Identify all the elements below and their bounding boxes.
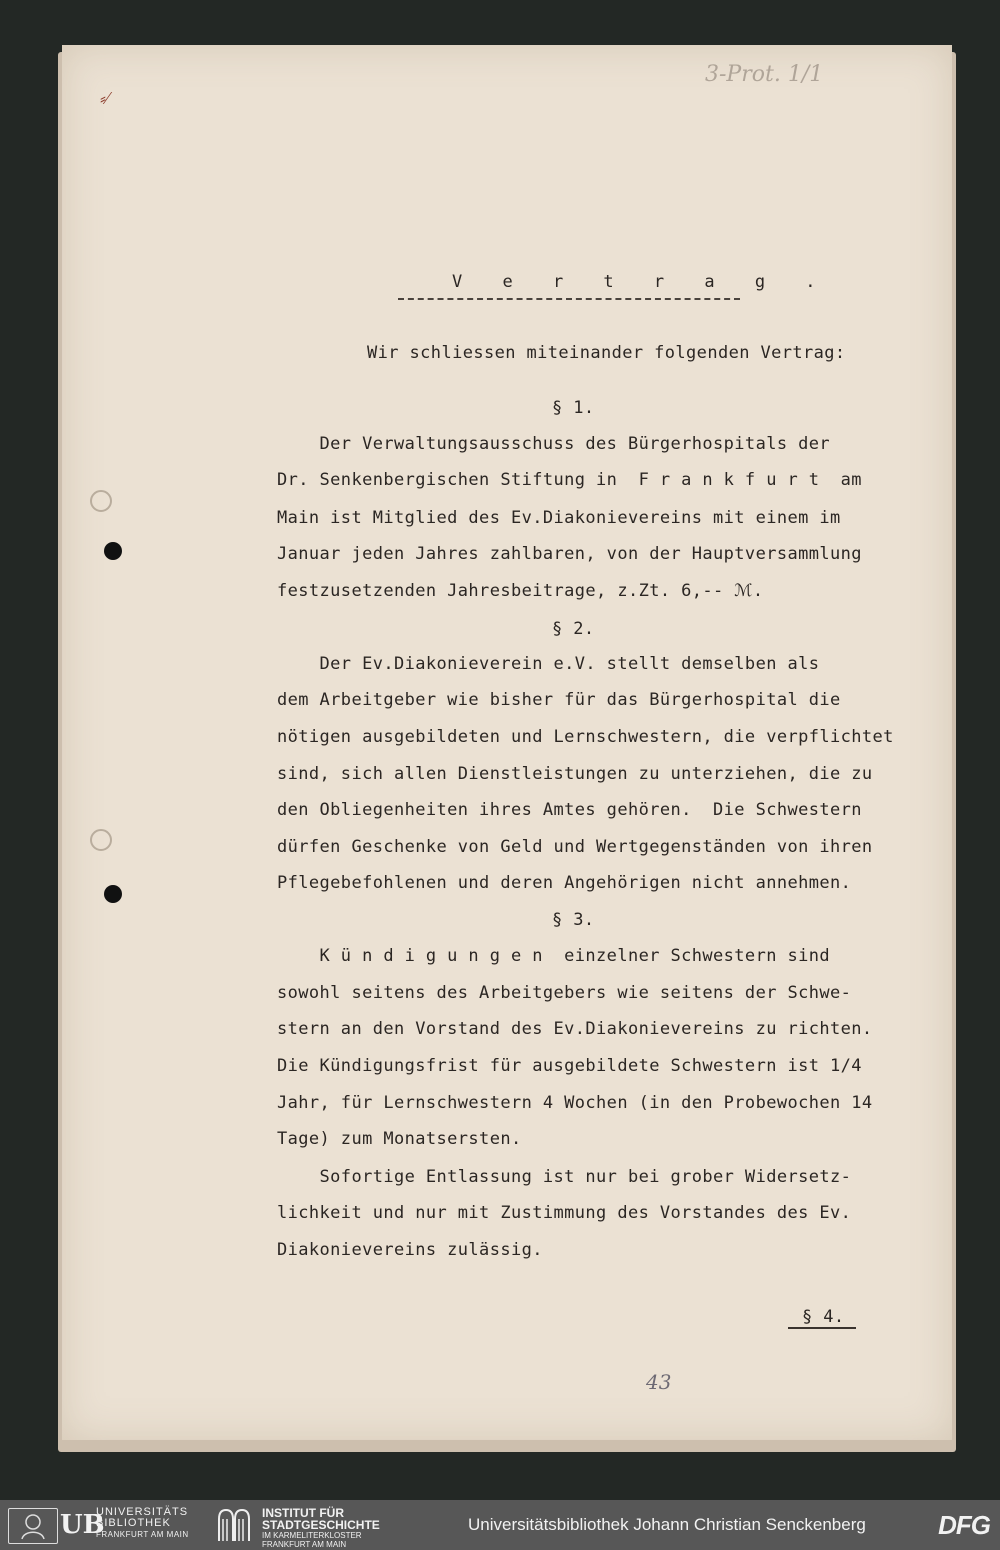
text-line: sowohl seitens des Arbeitgebers wie seitens der Schwe- <box>277 983 852 1003</box>
footer-bar <box>0 1500 1000 1550</box>
punch-hole-faint <box>90 490 112 512</box>
section-heading: § 2. <box>552 619 595 639</box>
text-line: dem Arbeitgeber wie bisher für das Bürgerhospital die <box>277 690 841 710</box>
text-line: Die Kündigungsfrist für ausgebildete Schwestern ist 1/4 <box>277 1056 862 1076</box>
text-line: lichkeit und nur mit Zustimmung des Vorstandes des Ev. <box>277 1203 852 1223</box>
institute-name-line3: IM KARMELITERKLOSTER <box>262 1531 362 1540</box>
ub-name-line3: FRANKFURT AM MAIN <box>96 1530 189 1539</box>
title-underline <box>398 298 740 300</box>
text-line: festzusetzenden Jahresbeitrage, z.Zt. 6,-- ℳ. <box>277 581 764 601</box>
red-mark-icon: ⸗⁄ <box>100 88 109 109</box>
institute-name[interactable] <box>262 1507 380 1549</box>
text-line: Der Verwaltungsausschuss des Bürgerhospitals der <box>277 434 831 454</box>
institute-name-line2: STADTGESCHICHTE <box>262 1518 380 1532</box>
section-heading: § 1. <box>552 398 595 418</box>
ub-name-line2: BIBLIOTHEK <box>96 1517 171 1529</box>
page-number: 43 <box>646 1370 672 1394</box>
text-line: Jahr, für Lernschwestern 4 Wochen (in den Probewochen 14 <box>277 1093 873 1113</box>
institute-name-line4: FRANKFURT AM MAIN <box>262 1540 347 1549</box>
section-heading: § 3. <box>552 910 595 930</box>
intro-text: Wir schliessen miteinander folgenden Vertrag: <box>367 343 846 363</box>
text-line: Tage) zum Monatsersten. <box>277 1129 522 1149</box>
pencil-note: 3-Prot. 1/1 <box>705 62 824 87</box>
text-line: Pflegebefohlenen und deren Angehörigen nicht annehmen. <box>277 873 852 893</box>
punch-hole <box>104 542 122 560</box>
text-line: Diakonievereins zulässig. <box>277 1240 543 1260</box>
text-line: K ü n d i g u n g e n einzelner Schwestern sind <box>277 946 831 966</box>
portrait-icon <box>18 1512 48 1540</box>
punch-hole-faint <box>90 829 112 851</box>
ub-portrait-logo-icon[interactable] <box>8 1508 58 1544</box>
ub-logo-text: UB <box>60 1510 105 1540</box>
text-line: stern an den Vorstand des Ev.Diakonievereins zu richten. <box>277 1019 873 1039</box>
document-title: V e r t r a g . <box>452 272 831 292</box>
text-line: Dr. Senkenbergischen Stiftung in F r a n k f u r t am <box>277 470 862 490</box>
library-name[interactable]: Universitätsbibliothek Johann Christian Senckenberg <box>468 1515 866 1534</box>
text-line: den Obliegenheiten ihres Amtes gehören. Die Schwestern <box>277 800 862 820</box>
institute-name-line1: INSTITUT FÜR <box>262 1506 344 1520</box>
text-line: Der Ev.Diakonieverein e.V. stellt demselben als <box>277 654 820 674</box>
text-line: nötigen ausgebildeten und Lernschwestern, die verpflichtet <box>277 727 894 747</box>
ub-name[interactable] <box>96 1507 189 1540</box>
next-section-underline <box>788 1327 856 1329</box>
institute-building-icon[interactable] <box>216 1507 252 1543</box>
ub-name-line1: UNIVERSITÄTS <box>96 1506 189 1518</box>
text-line: Sofortige Entlassung ist nur bei grober Widersetz- <box>277 1167 852 1187</box>
next-section-heading: § 4. <box>802 1307 845 1327</box>
text-line: Januar jeden Jahres zahlbaren, von der Hauptversammlung <box>277 544 862 564</box>
text-line: Main ist Mitglied des Ev.Diakonievereins mit einem im <box>277 508 841 528</box>
text-line: sind, sich allen Dienstleistungen zu unterziehen, die zu <box>277 764 873 784</box>
text-line: dürfen Geschenke von Geld und Wertgegenständen von ihren <box>277 837 873 857</box>
punch-hole <box>104 885 122 903</box>
dfg-logo[interactable]: DFG <box>938 1510 990 1540</box>
